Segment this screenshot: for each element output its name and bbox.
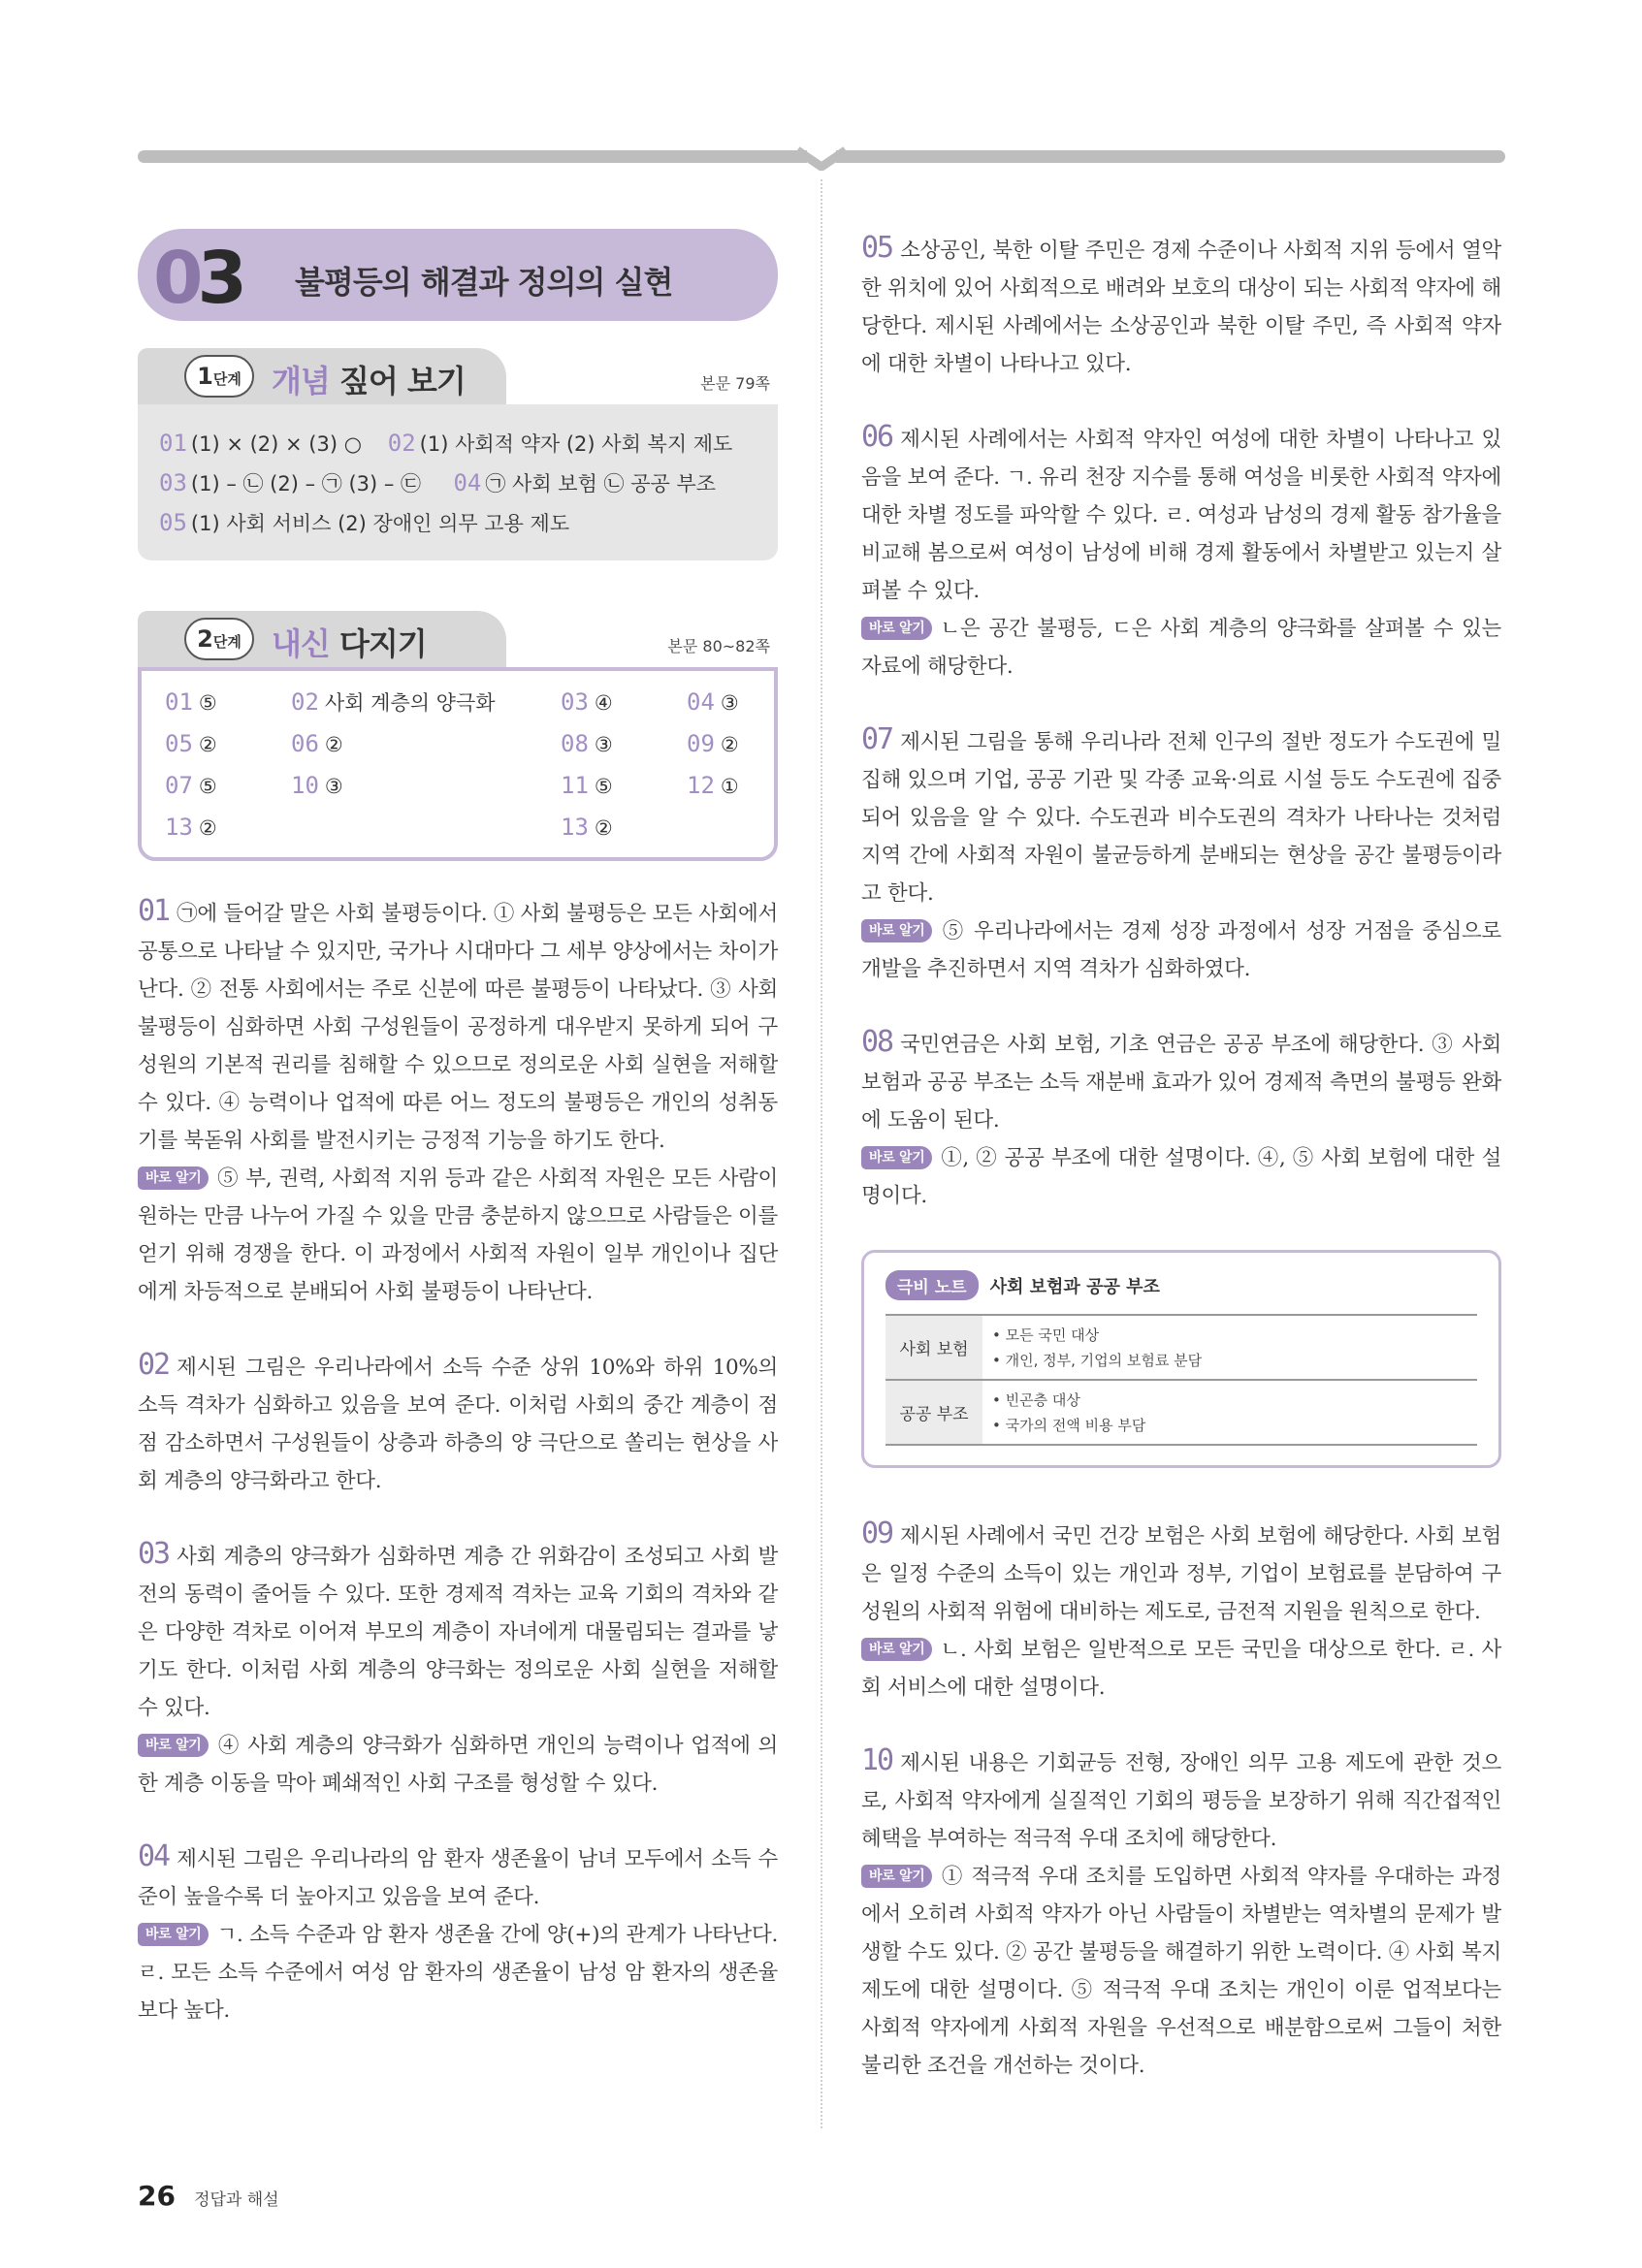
stage2-header xyxy=(138,611,778,667)
note-title: 사회 보험과 공공 부조 xyxy=(989,1276,1160,1297)
page-footer xyxy=(138,2180,279,2212)
stage2-answer-box xyxy=(138,667,778,861)
answer-item: 13 ② xyxy=(165,814,217,841)
answer-item: 06 ② xyxy=(291,730,343,757)
stage2-badge: 2단계 xyxy=(184,618,254,660)
baro-label: 바로 알기 xyxy=(138,1734,209,1757)
explanation-02: 02 제시된 그림은 우리나라에서 소득 수준 상위 10%와 하위 10%의 소득 격차가 심화하고 있음을 보여 준다. 이처럼 사회의 중간 계층이 점점 감소하면서 구성원들이 상층과 하층의 양 극단으로 쏠리는 현상을 사회 계층의 양극화라고 한다. xyxy=(138,1348,778,1493)
answer-item: 04 ③ xyxy=(687,688,739,716)
top-notch-decoration xyxy=(797,144,846,171)
explanation-09: 09 제시된 사례에서 국민 건강 보험은 사회 보험에 해당한다. 사회 보험은 일정 수준의 소득이 있는 개인과 정부, 기업이 보험료를 분담하여 구성원의 사회적 위험에 대비하는 제도로, 금전적 지원을 원칙으로 한다. 바로 알기 ㄴ. 사회 보험은 일반적으로 모든 국민을 대상으로 한다. ㄹ. 사회 서비스에 대한 설명이다. xyxy=(861,1517,1501,1700)
baro-label: 바로 알기 xyxy=(861,1865,932,1888)
stage2-title: 내신 다지기 xyxy=(272,625,427,662)
explanation-04: 04 제시된 그림은 우리나라의 암 환자 생존율이 남녀 모두에서 소득 수준이 높을수록 더 높아지고 있음을 보여 준다. 바로 알기 ㄱ. 소득 수준과 암 환자 생존율 간에 양(+)의 관계가 나타난다. ㄹ. 모든 소득 수준에서 여성 암 환자의 생존율이 남성 암 환자의 생존율보다 높다. xyxy=(138,1839,778,2023)
stage1-title: 개념 짚어 보기 xyxy=(272,363,466,399)
right-column xyxy=(861,229,1501,2120)
answer-line: 01 (1) × (2) × (3) ○ 02 (1) 사회적 약자 (2) 사회 복지 제도 xyxy=(159,430,733,457)
answer-item: 09 ② xyxy=(687,730,739,757)
explanation-08: 08 국민연금은 사회 보험, 기초 연금은 공공 부조에 해당한다. ③ 사회 보험과 공공 부조는 소득 재분배 효과가 있어 경제적 측면의 불평등 완화에 도움이 된다. 바로 알기 ①, ② 공공 부조에 대한 설명이다. ④, ⑤ 사회 보험에 대한 설명이다. xyxy=(861,1025,1501,1208)
answer-line: 03 (1) – ㉡ (2) – ㉠ (3) – ㉢ 04 ㉠ 사회 보험 ㉡ 공공 부조 xyxy=(159,469,717,496)
baro-label: 바로 알기 xyxy=(861,1146,932,1169)
left-column xyxy=(138,229,778,2064)
answer-item: 10 ③ xyxy=(291,772,343,799)
answer-line: 05 (1) 사회 서비스 (2) 장애인 의무 고용 제도 xyxy=(159,509,570,536)
table-row: 공공 부조 • 빈곤층 대상 • 국가의 전액 비용 부담 xyxy=(885,1380,1477,1445)
page-number: 26 xyxy=(138,2180,176,2212)
stage1-header xyxy=(138,348,778,404)
answer-item: 01 ⑤ xyxy=(165,688,217,716)
section-title: 불평등의 해결과 정의의 실현 xyxy=(295,264,673,301)
note-table xyxy=(885,1314,1477,1446)
answer-item: 13 ② xyxy=(561,814,613,841)
stage1-page-ref: 본문 79쪽 xyxy=(700,374,770,393)
explanation-03: 03 사회 계층의 양극화가 심화하면 계층 간 위화감이 조성되고 사회 발전의 동력이 줄어들 수 있다. 또한 경제적 격차는 교육 기회의 격차와 같은 다양한 격차로 이어져 부모의 계층이 자녀에게 대물림되는 결과를 낳기도 한다. 이처럼 사회 계층의 양극화는 정의로운 사회 실현을 저해할 수 있다. 바로 알기 ④ 사회 계층의 양극화가 심화하면 개인의 능력이나 업적에 의한 계층 이동을 막아 폐쇄적인 사회 구조를 형성할 수 있다. xyxy=(138,1537,778,1796)
baro-label: 바로 알기 xyxy=(861,1638,932,1661)
baro-label: 바로 알기 xyxy=(861,919,932,942)
secret-note-box xyxy=(861,1250,1501,1468)
stage1-badge: 1단계 xyxy=(184,355,254,398)
answer-item: 08 ③ xyxy=(561,730,613,757)
stage2-page-ref: 본문 80~82쪽 xyxy=(667,637,770,655)
answer-item: 05 ② xyxy=(165,730,217,757)
section-number: 03 xyxy=(153,237,241,320)
top-rule-left xyxy=(138,150,807,163)
top-rule-right xyxy=(836,150,1505,163)
explanation-10: 10 제시된 내용은 기회균등 전형, 장애인 의무 고용 제도에 관한 것으로, 사회적 약자에게 실질적인 기회의 평등을 보장하기 위해 직간접적인 혜택을 부여하는 적극적 우대 조치에 해당한다. 바로 알기 ① 적극적 우대 조치를 도입하면 사회적 약자를 우대하는 과정에서 오히려 사회적 약자가 아닌 사람들이 차별받는 역차별의 문제가 발생할 수도 있다. ② 공간 불평등을 해결하기 위한 노력이다. ④ 사회 복지 제도에 대한 설명이다. ⑤ 적극적 우대 조치는 개인이 이룬 업적보다는 사회적 약자에게 사회적 자원을 우선적으로 배분함으로써 그들이 처한 불리한 조건을 개선하는 것이다. xyxy=(861,1743,1501,2078)
explanation-07: 07 제시된 그림을 통해 우리나라 전체 인구의 절반 정도가 수도권에 밀집해 있으며 기업, 공공 기관 및 각종 교육·의료 시설 등도 수도권에 집중되어 있음을 알 수 있다. 수도권과 비수도권의 격차가 나타나는 것처럼 지역 간에 사회적 자원이 불균등하게 분배되는 현상을 공간 불평등이라고 한다. 바로 알기 ⑤ 우리나라에서는 경제 성장 과정에서 성장 거점을 중심으로 개발을 추진하면서 지역 격차가 심화하였다. xyxy=(861,722,1501,981)
section-header xyxy=(138,229,778,321)
answer-item: 12 ① xyxy=(687,772,739,799)
answer-item: 03 ④ xyxy=(561,688,613,716)
footer-label: 정답과 해설 xyxy=(194,2190,279,2210)
explanation-06: 06 제시된 사례에서는 사회적 약자인 여성에 대한 차별이 나타나고 있음을 보여 준다. ㄱ. 유리 천장 지수를 통해 여성을 비롯한 사회적 약자에 대한 차별 정도를 파악할 수 있다. ㄹ. 여성과 남성의 경제 활동 참가율을 비교해 봄으로써 여성이 남성에 비해 경제 활동에서 차별받고 있는지 살펴볼 수 있다. 바로 알기 ㄴ은 공간 불평등, ㄷ은 사회 계층의 양극화를 살펴볼 수 있는 자료에 해당한다. xyxy=(861,420,1501,679)
baro-label: 바로 알기 xyxy=(861,617,932,640)
column-divider xyxy=(821,179,822,2128)
baro-label: 바로 알기 xyxy=(138,1166,209,1190)
answer-item: 11 ⑤ xyxy=(561,772,613,799)
explanation-01: 01 ㉠에 들어갈 말은 사회 불평등이다. ① 사회 불평등은 모든 사회에서 공통으로 나타날 수 있지만, 국가나 시대마다 그 세부 양상에서는 차이가 난다. ② 전통 사회에서는 주로 신분에 따른 불평등이 나타났다. ③ 사회 불평등이 심화하면 사회 구성원들이 공정하게 대우받지 못하게 되어 구성원의 기본적 권리를 침해할 수 있으므로 정의로운 사회 실현을 저해할 수 있다. ④ 능력이나 업적에 따른 어느 정도의 불평등은 개인의 성취동기를 북돋워 사회를 발전시키는 긍정적 기능을 하기도 한다. 바로 알기 ⑤ 부, 권력, 사회적 지위 등과 같은 사회적 자원은 모든 사람이 원하는 만큼 나누어 가질 수 있을 만큼 충분하지 않으므로 사람들은 이를 얻기 위해 경쟁을 한다. 이 과정에서 사회적 자원이 일부 개인이나 집단에게 차등적으로 분배되어 사회 불평등이 나타난다. xyxy=(138,894,778,1304)
answer-item: 02 사회 계층의 양극화 xyxy=(291,688,496,716)
explanation-05: 05 소상공인, 북한 이탈 주민은 경제 수준이나 사회적 지위 등에서 열악한 위치에 있어 사회적으로 배려와 보호의 대상이 되는 사회적 약자에 해당한다. 제시된 사례에서는 소상공인과 북한 이탈 주민, 즉 사회적 약자에 대한 차별이 나타나고 있다. xyxy=(861,231,1501,376)
table-row: 사회 보험 • 모든 국민 대상 • 개인, 정부, 기업의 보험료 분담 xyxy=(885,1315,1477,1380)
baro-label: 바로 알기 xyxy=(138,1923,209,1946)
answer-item: 07 ⑤ xyxy=(165,772,217,799)
stage1-answer-box xyxy=(138,404,778,560)
note-tag: 극비 노트 xyxy=(885,1270,979,1300)
